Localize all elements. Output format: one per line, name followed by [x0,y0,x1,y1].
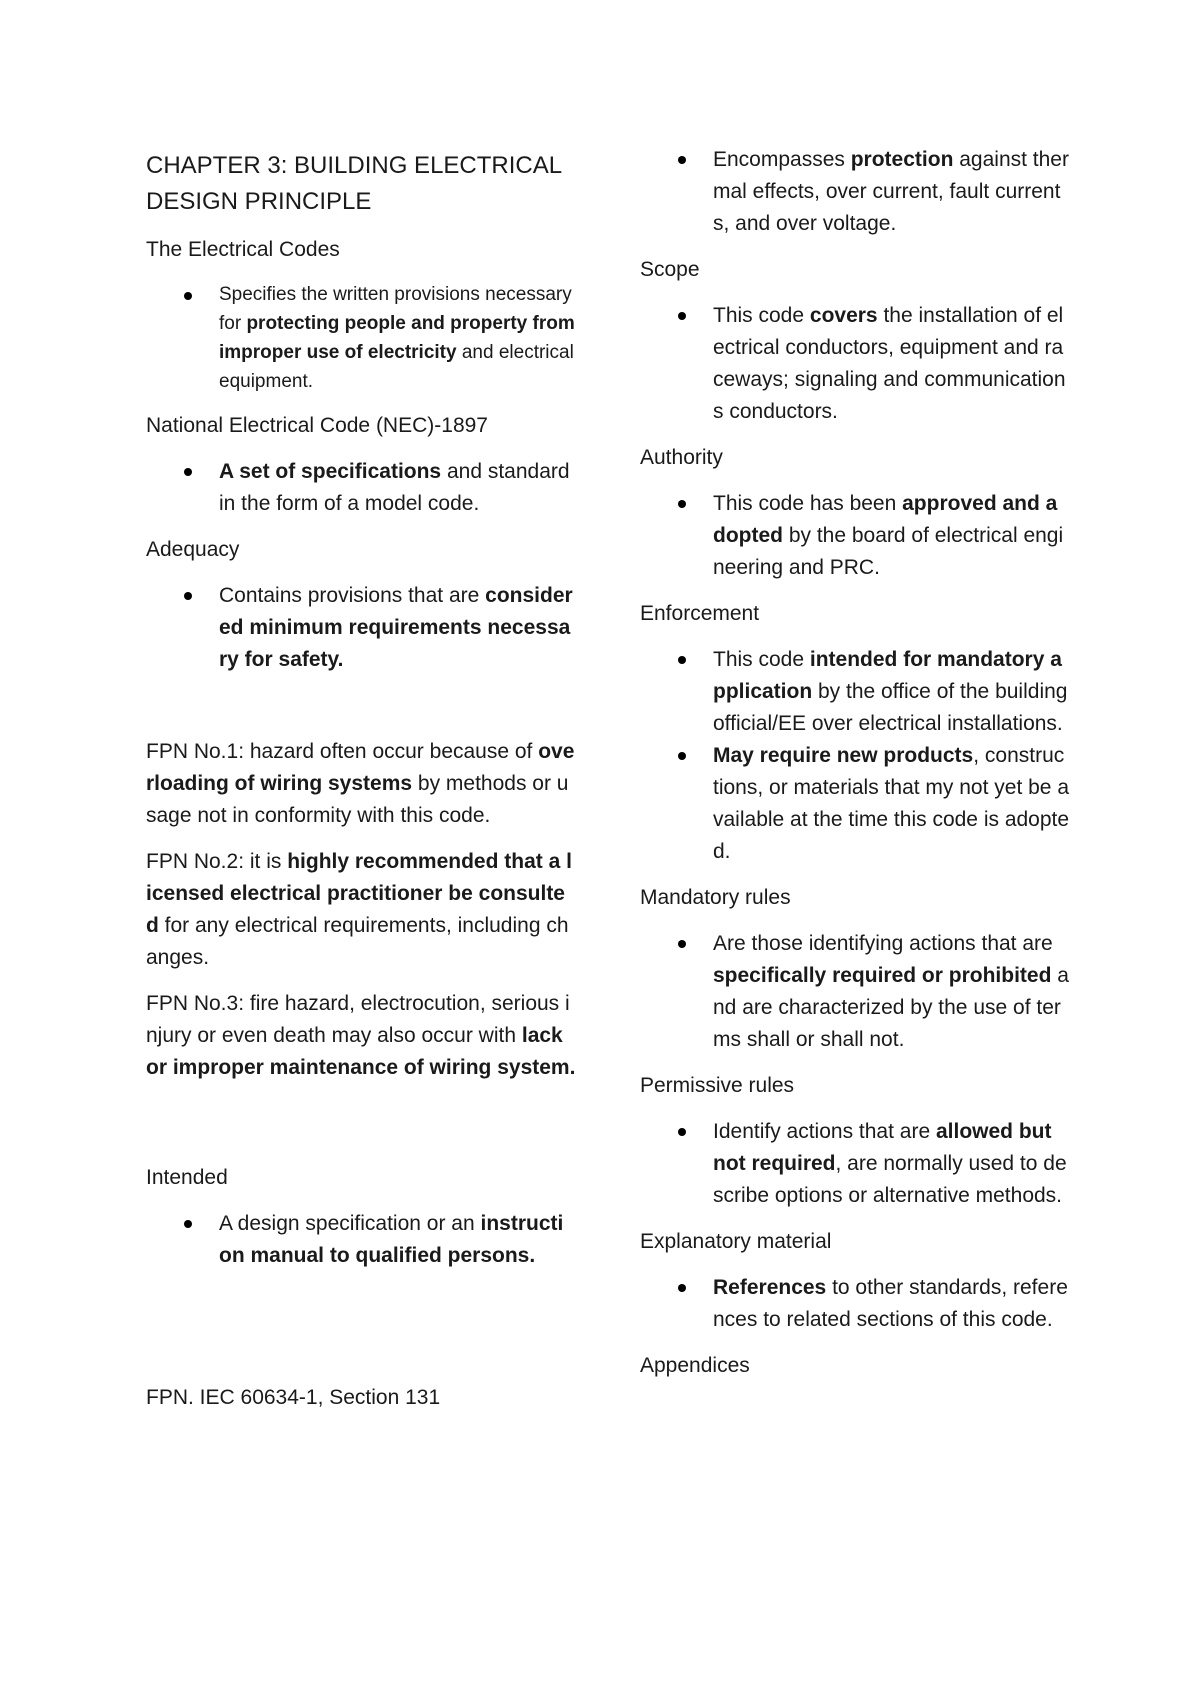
section-heading-adequacy: Adequacy [146,538,240,561]
bold-text: protecting people and property from improper use of electricity [219,313,575,363]
authority-list [640,488,1070,584]
bold-text: lack or improper maintenance of wiring system. [146,1024,576,1079]
text-run: Are those identifying actions that are [713,932,1053,955]
text-run: Identify actions that are [713,1120,936,1143]
list-item [640,1116,1070,1212]
nec-list [146,456,576,520]
intended-list [146,1208,576,1272]
list-item [640,300,1070,428]
text-run: against thermal effects, over current, fault currents, and over voltage. [713,148,1069,235]
text-run: and electrical equipment. [219,342,574,392]
text-run: This code has been [713,492,903,515]
list-item [146,580,576,676]
page-title: CHAPTER 3: BUILDING ELECTRICAL DESIGN PRINCIPLE [146,152,562,215]
bold-text: considered minimum requirements necessary for safety. [219,584,573,671]
bold-text: References [713,1276,827,1299]
left-column [146,148,576,1428]
bold-text: specifically required or prohibited [713,964,1052,987]
fpn-note-1 [146,736,576,832]
mandatory-rules-list [640,928,1070,1056]
adequacy-list [146,580,576,676]
bold-text: approved and adopted [713,492,1058,547]
bold-text: highly recommended that a licensed electrical practitioner be consulted [146,850,572,937]
text-run: A design specification or an [219,1212,481,1235]
text-run: This code [713,304,810,327]
section-heading-nec: National Electrical Code (NEC)-1897 [146,414,488,437]
electrical-codes-list [146,280,576,396]
text-run: by the board of electrical engineering and PRC. [713,524,1064,579]
section-heading-scope: Scope [640,258,700,281]
text-run: and standard in the form of a model code. [219,460,570,515]
section-heading-explanatory-material: Explanatory material [640,1230,832,1253]
list-item [640,644,1070,740]
right-column [640,144,1070,1396]
text-run: Encompasses [713,148,851,171]
bold-text: May require new products [713,744,974,767]
text-run: , constructions, or materials that my not yet be available at the time this code is adopted. [713,744,1070,863]
fpn-iec-reference: FPN. IEC 60634-1, Section 131 [146,1386,441,1409]
section-heading-appendices: Appendices [640,1354,750,1377]
list-item [640,740,1070,868]
list-item [640,144,1070,240]
section-heading-enforcement: Enforcement [640,602,760,625]
spacer [146,690,576,736]
section-heading-electrical-codes: The Electrical Codes [146,238,340,261]
explanatory-material-list [640,1272,1070,1336]
bold-text: overloading of wiring systems [146,740,575,795]
scope-list [640,300,1070,428]
bold-text: instruction manual to qualified persons. [219,1212,564,1267]
text-run: for any electrical requirements, including changes. [146,914,569,969]
spacer [146,1286,576,1382]
text-run: FPN No.1: hazard often occur because of [146,740,539,763]
list-item [640,1272,1070,1336]
spacer [146,1098,576,1162]
section-heading-permissive-rules: Permissive rules [640,1074,795,1097]
text-run: by the office of the building official/EE over electrical installations. [713,680,1068,735]
text-run: Specifies the written provisions necessary for [219,284,572,334]
text-run: This code [713,648,810,671]
text-run: and are characterized by the use of terms shall or shall not. [713,964,1069,1051]
enforcement-list [640,644,1070,868]
list-item [146,1208,576,1272]
text-run: by methods or usage not in conformity with this code. [146,772,569,827]
section-heading-authority: Authority [640,446,723,469]
permissive-rules-list [640,1116,1070,1212]
bold-text: allowed but not required [713,1120,1052,1175]
section-heading-intended: Intended [146,1166,228,1189]
text-run: the installation of electrical conductors, equipment and raceways; signaling and communications conductors. [713,304,1066,423]
list-item [146,456,576,520]
list-item [146,280,576,396]
bold-text: covers [809,304,878,327]
bold-text: protection [850,148,954,171]
text-run: Contains provisions that are [219,584,486,607]
fpn-note-2 [146,846,576,974]
bold-text: intended for mandatory application [713,648,1062,703]
list-item [640,928,1070,1056]
text-run: to other standards, references to related sections of this code. [713,1276,1068,1331]
section-heading-mandatory-rules: Mandatory rules [640,886,791,909]
text-run: FPN No.3: fire hazard, electrocution, serious injury or even death may also occur with [146,992,570,1047]
bold-text: A set of specifications [219,460,442,483]
fpn-note-3 [146,988,576,1084]
text-run: , are normally used to describe options or alternative methods. [713,1152,1067,1207]
list-item [640,488,1070,584]
protection-list [640,144,1070,240]
text-run: FPN No.2: it is [146,850,288,873]
